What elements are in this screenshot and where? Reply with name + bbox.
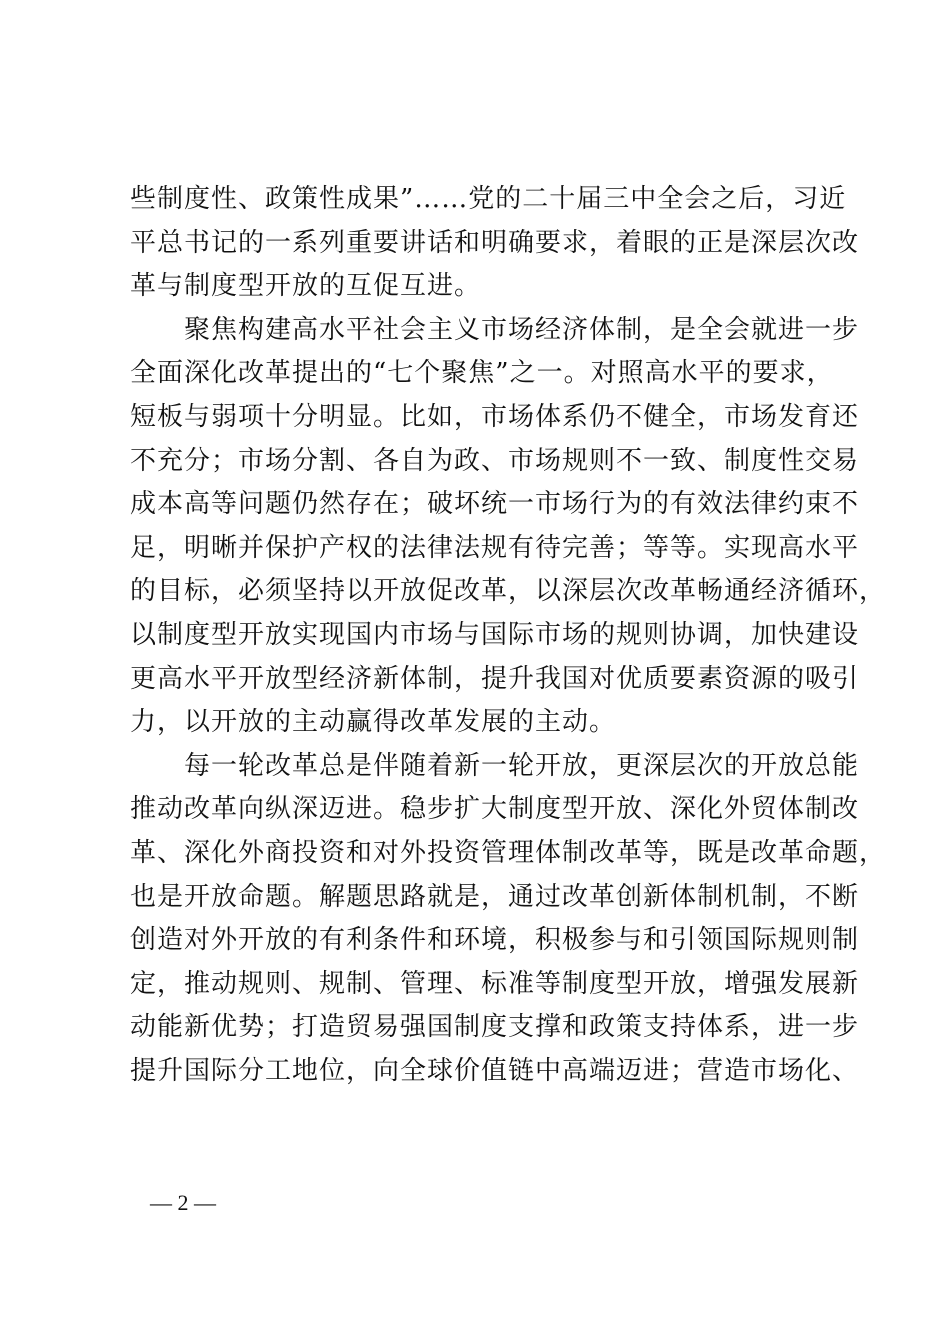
text-line: 聚焦构建高水平社会主义市场经济体制，是全会就进一步 (130, 314, 860, 345)
text-line: 推动改革向纵深迈进。稳步扩大制度型开放、深化外贸体制改 (130, 794, 860, 825)
text-line: 每一轮改革总是伴随着新一轮开放，更深层次的开放总能 (130, 750, 860, 781)
text-line: 提升国际分工地位，向全球价值链中高端迈进；营造市场化、 (130, 1055, 860, 1086)
text-line: 更高水平开放型经济新体制，提升我国对优质要素资源的吸引 (130, 663, 860, 694)
text-line: 创造对外开放的有利条件和环境，积极参与和引领国际规则制 (130, 925, 860, 956)
text-line: 足，明晰并保护产权的法律法规有待完善；等等。实现高水平 (130, 532, 860, 563)
document-body (130, 178, 887, 1093)
text-line: 革、深化外商投资和对外投资管理体制改革等，既是改革命题， (130, 837, 887, 868)
paragraph-3 (130, 745, 887, 1094)
paragraph-2 (130, 309, 887, 745)
text-line: 的目标，必须坚持以开放促改革，以深层次改革畅通经济循环， (130, 576, 887, 607)
text-line: 成本高等问题仍然存在；破坏统一市场行为的有效法律约束不 (130, 489, 860, 520)
text-line: 短板与弱项十分明显。比如，市场体系仍不健全，市场发育还 (130, 401, 860, 432)
text-line: 也是开放命题。解题思路就是，通过改革创新体制机制，不断 (130, 881, 860, 912)
text-line: 些制度性、政策性成果”……党的二十届三中全会之后，习近 (130, 184, 847, 214)
text-line: 不充分；市场分割、各自为政、市场规则不一致、制度性交易 (130, 445, 860, 476)
text-line: 动能新优势；打造贸易强国制度支撑和政策支持体系，进一步 (130, 1012, 860, 1043)
text-line: 全面深化改革提出的“七个聚焦”之一。对照高水平的要求， (130, 358, 834, 389)
text-line: 平总书记的一系列重要讲话和明确要求，着眼的正是深层次改 (130, 227, 860, 258)
page-number: — 2 — (150, 1190, 216, 1215)
text-line: 以制度型开放实现国内市场与国际市场的规则协调，加快建设 (130, 619, 860, 650)
paragraph-1 (130, 178, 860, 309)
text-line: 力，以开放的主动赢得改革发展的主动。 (130, 707, 617, 738)
text-line: 定，推动规则、规制、管理、标准等制度型开放，增强发展新 (130, 968, 860, 999)
text-line: 革与制度型开放的互促互进。 (130, 271, 482, 302)
